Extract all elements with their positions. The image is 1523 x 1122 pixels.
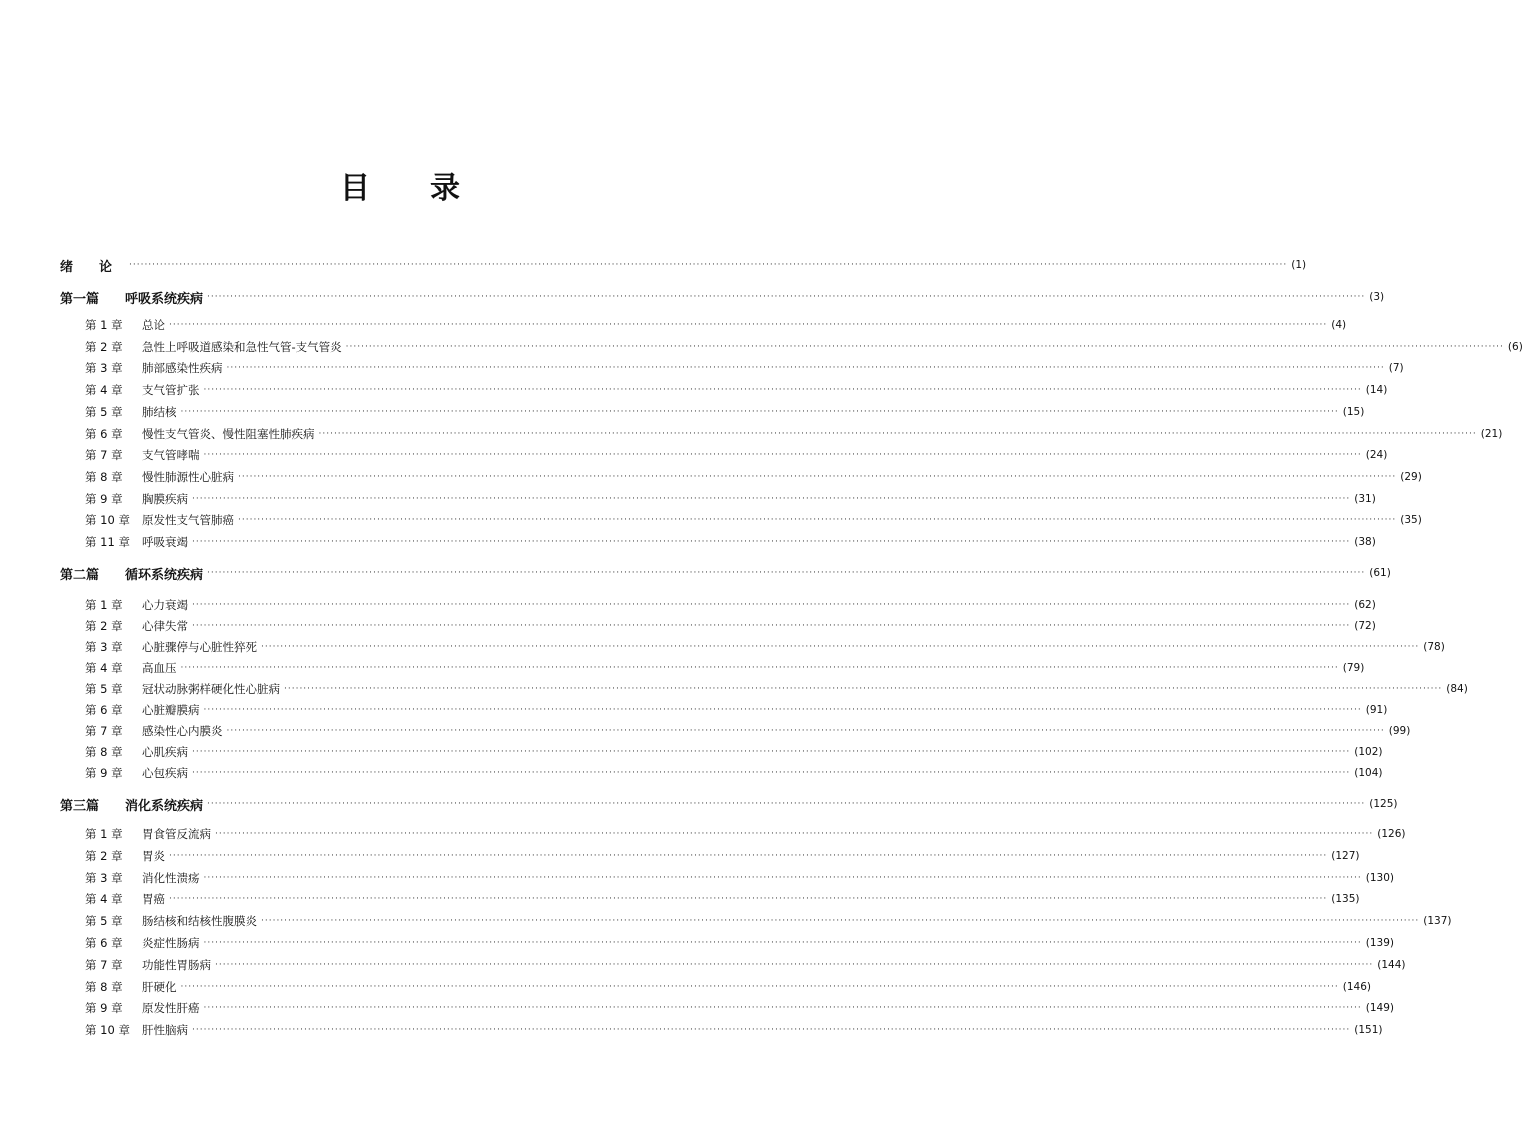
entry-label: 第 5 章 xyxy=(85,682,123,696)
entry-label: 第一篇 xyxy=(60,291,100,307)
toc-chapter-entry[interactable] xyxy=(0,890,1360,908)
entry-title: 消化性溃疡 xyxy=(142,870,200,885)
entry-title: 心脏骤停与心脏性猝死 xyxy=(142,640,257,654)
entry-label: 第 4 章 xyxy=(85,661,123,675)
page-number: (6) xyxy=(1507,340,1523,353)
dot-leader: ············································································································································································································································································································ xyxy=(203,872,1362,883)
toc-chapter-entry[interactable] xyxy=(0,956,1406,974)
dot-leader: ············································································································································································································································································································ xyxy=(192,747,1351,757)
page-number: (78) xyxy=(1423,641,1445,653)
entry-title: 心脏瓣膜病 xyxy=(142,703,200,717)
dot-leader: ············································································································································································································································································································ xyxy=(203,705,1362,715)
entry-label: 第 5 章 xyxy=(85,914,123,929)
entry-title: 肺部感染性疾病 xyxy=(142,361,223,376)
entry-label: 第 6 章 xyxy=(85,426,123,441)
toc-chapter-entry[interactable] xyxy=(0,1021,1383,1039)
toc-title-char-2: 录 xyxy=(430,171,460,206)
entry-label: 第 9 章 xyxy=(85,1001,123,1016)
entry-title: 肝硬化 xyxy=(142,979,177,994)
entry-title: 胃癌 xyxy=(142,892,165,907)
page-number: (104) xyxy=(1354,767,1383,779)
entry-title: 炎症性肠病 xyxy=(142,936,200,950)
dot-leader: ············································································································································································································································································································ xyxy=(345,341,1504,352)
toc-chapter-entry[interactable] xyxy=(0,446,1388,464)
entry-title: 慢性支气管炎、慢性阻塞性肺疾病 xyxy=(142,426,315,441)
entry-title: 急性上呼吸道感染和急性气管-支气管炎 xyxy=(142,339,342,354)
toc-chapter-entry[interactable] xyxy=(0,511,1422,529)
dot-leader: ············································································································································································································································································································ xyxy=(203,385,1362,396)
page-number: (99) xyxy=(1388,725,1411,737)
entry-title: 总论 xyxy=(142,318,165,332)
page-number: (62) xyxy=(1354,599,1376,611)
dot-leader: ············································································································································································································································································································ xyxy=(318,428,1477,439)
toc-chapter-entry[interactable] xyxy=(0,764,1383,782)
entry-title: 肝性脑病 xyxy=(142,1023,188,1038)
dot-leader: ············································································································································································································································································································ xyxy=(169,320,1328,330)
entry-label: 第 3 章 xyxy=(85,870,123,885)
page-number: (35) xyxy=(1400,514,1422,527)
dot-leader: ············································································································································································································································································································ xyxy=(180,663,1339,673)
entry-label: 第 8 章 xyxy=(85,469,123,484)
entry-label: 第 9 章 xyxy=(85,491,123,506)
page-number: (4) xyxy=(1331,319,1347,331)
page-number: (139) xyxy=(1365,937,1394,949)
toc-chapter-entry[interactable] xyxy=(0,743,1383,761)
dot-leader: ············································································································································································································································································································ xyxy=(203,1003,1362,1014)
entry-title: 呼吸衰竭 xyxy=(142,535,188,549)
page-number: (137) xyxy=(1423,915,1452,928)
page-number: (146) xyxy=(1342,980,1371,993)
page-number: (14) xyxy=(1365,384,1388,397)
dot-leader: ············································································································································································································································································································ xyxy=(226,726,1385,736)
entry-label: 第 4 章 xyxy=(85,892,123,907)
page-number: (7) xyxy=(1388,362,1404,375)
entry-title: 冠状动脉粥样硬化性心脏病 xyxy=(142,682,280,696)
toc-chapter-entry[interactable] xyxy=(0,316,1347,334)
page-number: (79) xyxy=(1342,662,1365,674)
entry-title: 功能性胃肠病 xyxy=(142,957,211,972)
toc-chapter-entry[interactable] xyxy=(0,425,1503,443)
entry-label: 第 4 章 xyxy=(85,383,123,398)
entry-title: 肺结核 xyxy=(142,404,177,419)
dot-leader: ············································································································································································································································································································ xyxy=(203,938,1362,948)
page-number: (29) xyxy=(1400,470,1422,483)
page-number: (151) xyxy=(1354,1024,1383,1037)
entry-label: 第 2 章 xyxy=(85,339,123,354)
toc-chapter-entry[interactable] xyxy=(0,381,1388,399)
toc-chapter-entry[interactable] xyxy=(0,999,1394,1017)
dot-leader: ············································································································································································································································································································ xyxy=(203,450,1362,461)
page-number: (38) xyxy=(1354,536,1376,548)
entry-title: 心力衰竭 xyxy=(142,598,188,612)
dot-leader: ············································································································································································································································································································ xyxy=(192,1025,1351,1036)
page-number: (126) xyxy=(1377,828,1406,840)
entry-label: 第 3 章 xyxy=(85,640,123,654)
entry-label: 第三篇 xyxy=(60,798,100,814)
toc-chapter-entry[interactable] xyxy=(0,403,1365,421)
entry-label: 第 5 章 xyxy=(85,404,123,419)
entry-title: 呼吸系统疾病 xyxy=(125,291,204,307)
entry-title: 原发性支气管肺癌 xyxy=(142,513,234,528)
toc-chapter-entry[interactable] xyxy=(0,680,1468,698)
dot-leader: ············································································································································································································································································································ xyxy=(238,471,1397,482)
dot-leader: ············································································································································································································································································································ xyxy=(215,959,1374,970)
entry-title: 消化系统疾病 xyxy=(125,798,204,814)
toc-chapter-entry[interactable] xyxy=(0,359,1404,377)
toc-chapter-entry[interactable] xyxy=(0,617,1376,635)
entry-label: 第 6 章 xyxy=(85,936,123,950)
page-number: (61) xyxy=(1369,567,1391,579)
dot-leader: ············································································································································································································································································································ xyxy=(180,406,1339,417)
dot-leader: ············································································································································································································································································································ xyxy=(180,981,1339,992)
entry-title: 胸膜疾病 xyxy=(142,491,188,506)
entry-title: 心肌疾病 xyxy=(142,745,188,759)
page-number: (15) xyxy=(1342,405,1365,418)
dot-leader: ············································································································································································································································································································ xyxy=(192,493,1351,504)
page-number: (130) xyxy=(1365,871,1394,884)
entry-label: 第 7 章 xyxy=(85,957,123,972)
dot-leader: ············································································································································································································································································································ xyxy=(192,768,1351,778)
page-number: (91) xyxy=(1365,704,1388,716)
dot-leader: ············································································································································································································································································································ xyxy=(207,799,1366,809)
toc-entry-intro[interactable] xyxy=(0,256,1307,275)
dot-leader: ············································································································································································································································································································ xyxy=(207,292,1366,302)
dot-leader: ············································································································································································································································································································ xyxy=(192,537,1351,547)
dot-leader: ············································································································································································································································································································ xyxy=(215,829,1374,839)
toc-chapter-entry[interactable] xyxy=(0,490,1376,508)
entry-title: 慢性肺源性心脏病 xyxy=(142,469,234,484)
entry-title: 胃炎 xyxy=(142,848,165,863)
page-number: (135) xyxy=(1331,893,1360,906)
page-number: (84) xyxy=(1446,683,1468,695)
toc-part-entry[interactable] xyxy=(0,288,1385,307)
entry-title: 肠结核和结核性腹膜炎 xyxy=(142,914,257,929)
page-number: (21) xyxy=(1480,427,1503,440)
toc-chapter-entry[interactable] xyxy=(0,825,1406,843)
entry-title: 感染性心内膜炎 xyxy=(142,724,223,738)
toc-chapter-entry[interactable] xyxy=(0,869,1394,887)
entry-title: 高血压 xyxy=(142,661,177,675)
page-number: (31) xyxy=(1354,492,1376,505)
page-number: (144) xyxy=(1377,958,1406,971)
entry-label: 第 10 章 xyxy=(85,1023,130,1038)
dot-leader: ············································································································································································································································································································ xyxy=(129,260,1288,270)
entry-label: 第 8 章 xyxy=(85,745,123,759)
entry-label: 第 1 章 xyxy=(85,318,123,332)
toc-chapter-entry[interactable] xyxy=(0,468,1422,486)
page-number: (3) xyxy=(1369,291,1385,303)
dot-leader: ············································································································································································································································································································ xyxy=(169,850,1328,861)
entry-label: 第 1 章 xyxy=(85,598,123,612)
dot-leader: ············································································································································································································································································································ xyxy=(169,894,1328,905)
toc-chapter-entry[interactable] xyxy=(0,638,1445,656)
dot-leader: ············································································································································································································································································································ xyxy=(207,568,1366,578)
dot-leader: ············································································································································································································································································································ xyxy=(261,916,1420,927)
entry-label: 第 11 章 xyxy=(85,535,130,549)
dot-leader: ············································································································································································································································································································ xyxy=(192,600,1351,610)
toc-chapter-entry[interactable] xyxy=(0,934,1394,952)
dot-leader: ············································································································································································································································································································ xyxy=(226,363,1385,374)
toc-chapter-entry[interactable] xyxy=(0,596,1376,614)
toc-chapter-entry[interactable] xyxy=(0,978,1371,996)
entry-title: 支气管哮喘 xyxy=(142,448,200,463)
toc-part-entry[interactable] xyxy=(0,795,1398,814)
page-number: (127) xyxy=(1331,849,1360,862)
page-number: (125) xyxy=(1369,798,1398,810)
entry-title: 心律失常 xyxy=(142,619,188,633)
entry-title: 循环系统疾病 xyxy=(125,567,204,583)
page-number: (72) xyxy=(1354,620,1376,632)
dot-leader: ············································································································································································································································································································ xyxy=(261,642,1420,652)
entry-label: 第 7 章 xyxy=(85,448,123,463)
entry-title: 胃食管反流病 xyxy=(142,827,211,841)
toc-chapter-entry[interactable] xyxy=(0,338,1523,356)
toc-chapter-entry[interactable] xyxy=(0,847,1360,865)
entry-title: 支气管扩张 xyxy=(142,383,200,398)
entry-label: 第 6 章 xyxy=(85,703,123,717)
page-number: (1) xyxy=(1291,259,1307,271)
toc-part-entry[interactable] xyxy=(0,564,1391,583)
page-number: (24) xyxy=(1365,449,1388,462)
toc-chapter-entry[interactable] xyxy=(0,912,1452,930)
page-number: (149) xyxy=(1365,1002,1394,1015)
toc-chapter-entry[interactable] xyxy=(0,722,1411,740)
toc-chapter-entry[interactable] xyxy=(0,659,1365,677)
entry-title: 心包疾病 xyxy=(142,766,188,780)
entry-label: 第 3 章 xyxy=(85,361,123,376)
entry-label: 第 2 章 xyxy=(85,848,123,863)
entry-label: 第 7 章 xyxy=(85,724,123,738)
entry-label: 绪 论 xyxy=(60,259,113,275)
entry-label: 第 1 章 xyxy=(85,827,123,841)
dot-leader: ············································································································································································································································································································ xyxy=(238,515,1397,526)
dot-leader: ············································································································································································································································································································ xyxy=(192,621,1351,631)
dot-leader: ············································································································································································································································································································ xyxy=(284,684,1443,694)
entry-title: 原发性肝癌 xyxy=(142,1001,200,1016)
page-number: (102) xyxy=(1354,746,1383,758)
toc-title-char-1: 目 xyxy=(340,171,370,206)
entry-label: 第 10 章 xyxy=(85,513,130,528)
toc-chapter-entry[interactable] xyxy=(0,533,1376,551)
entry-label: 第 8 章 xyxy=(85,979,123,994)
entry-label: 第 2 章 xyxy=(85,619,123,633)
entry-label: 第 9 章 xyxy=(85,766,123,780)
toc-chapter-entry[interactable] xyxy=(0,701,1388,719)
entry-label: 第二篇 xyxy=(60,567,100,583)
